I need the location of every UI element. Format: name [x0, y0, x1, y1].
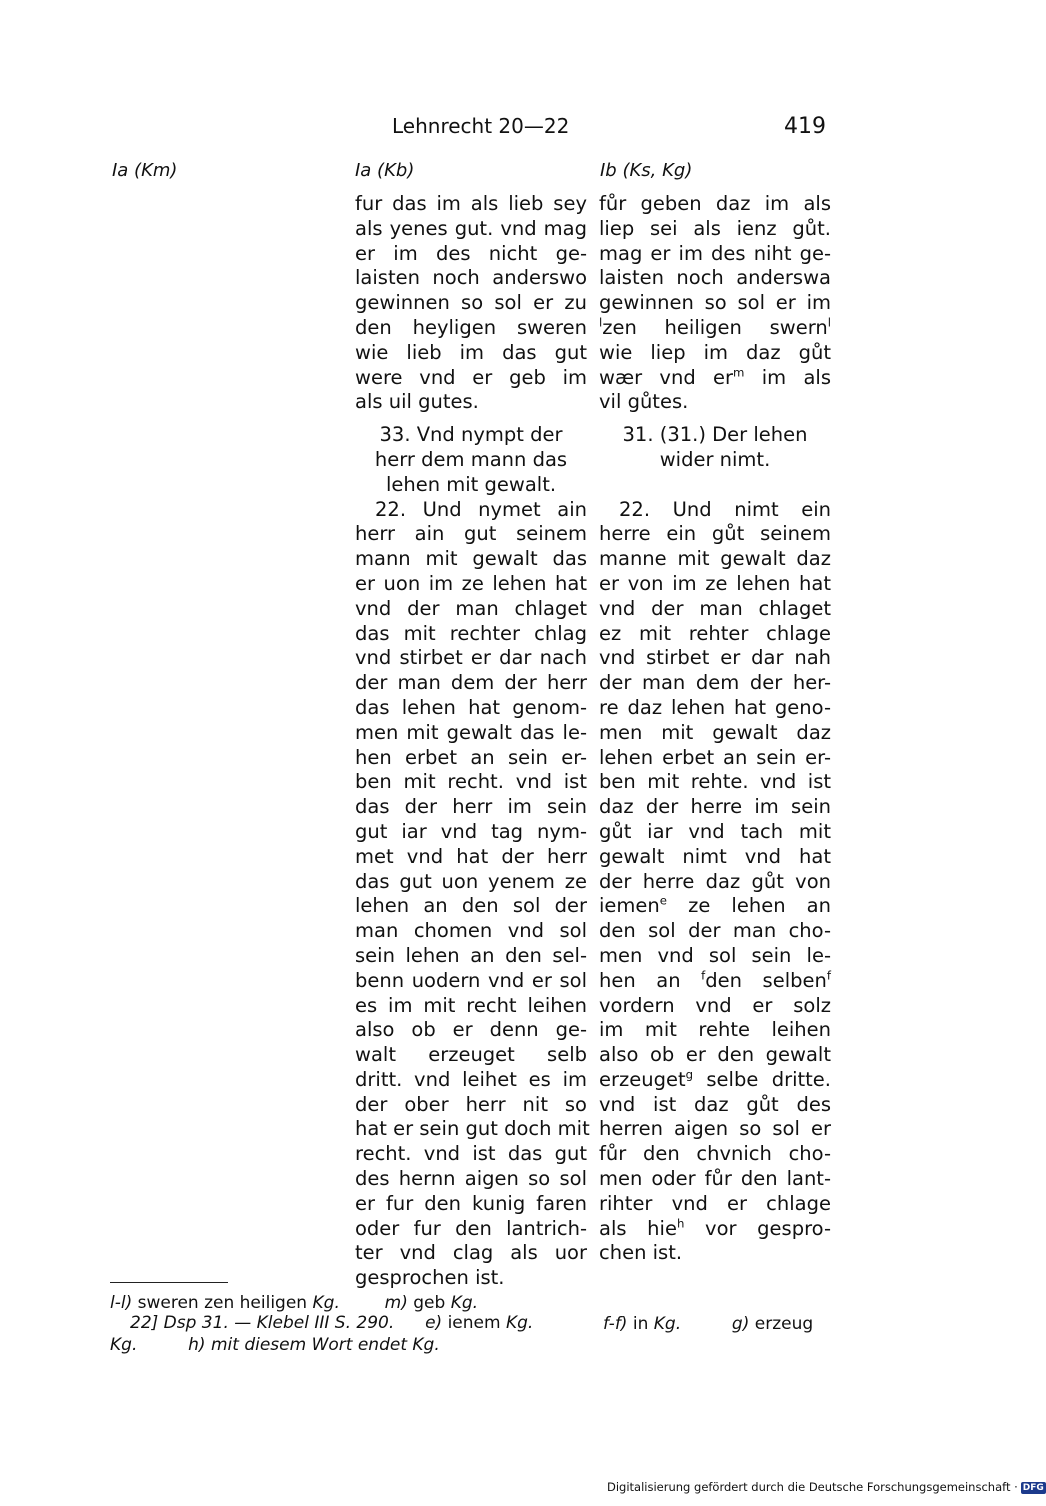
right-paragraph-2: 22. Und nimt ein herre ein gůt seinem manne mit gewalt daz er von im ze lehen hat vnd der man chlaget ez mit rehter chlage vnd stirbet er dar nah der man dem der her- re daz lehen hat geno- men mit gewalt daz lehen erbet an sein er- ben mit rehte. vnd ist daz der herre im sein gůt iar vnd tach mit gewalt nimt vnd hat der herre daz gůt von iemen$^e$ ze lehen an den sol der man cho- men vnd sol sein le- hen an $^f$den selben$^f$ vordern vnd er solz im mit rehte leihen also ob er den gewalt erzeuget$^g$ selbe dritte. vnd ist daz gůt des herren aigen so sol er fůr den chvnich cho- men oder fůr den lant- rihter vnd er chlage als hie$^h$ vor gespro- chen ist. [599, 497, 831, 1265]
footnote-rule [110, 1282, 228, 1283]
footnote-marker: m [733, 365, 745, 380]
column-heading-right: Ib (Ks, Kg) [600, 160, 693, 181]
column-heading-left: Ia (Km) [112, 160, 178, 181]
middle-paragraph-2: 22. Und nymet ain herr ain gut seinem mann mit gewalt das er uon im ze lehen hat vnd der man chlaget das mit rechter chlag vnd stirbet er dar nach der man dem der herr das lehen hat genom- men mit gewalt das le- hen erbet an sein er- ben mit recht. vnd ist das der herr im sein gut iar vnd tag nym- met vnd hat der herr das gut uon yenem ze lehen an den sol der man chomen vnd sol sein lehen an den sel- benn uodern vnd er sol es im mit recht leihen also ob er denn ge- walt erzeuget selb dritt. vnd leihet es im der ober herr nit so hat er sein gut doch mit recht. vnd ist das gut des hernn aigen so sol er fur den kunig faren oder fur den lantrich- ter vnd clag als uor gesprochen ist. [355, 497, 590, 1290]
footnote-marker: f [826, 968, 831, 983]
column-heading-middle: Ia (Kb) [355, 160, 415, 181]
middle-column-text [355, 192, 590, 1291]
middle-paragraph-1: fur das im als lieb sey als yenes gut. vnd mag er im des nicht ge- laisten noch anderswo gewinnen so sol er zu den heyligen sweren wie lieb im das gut were vnd er geb im als uil gutes. [355, 192, 587, 414]
page-number: 419 [784, 114, 826, 139]
footnote-line-2: 22] Dsp 31. — Klebel III S. 290. e) ienem Kg. [130, 1313, 534, 1333]
running-head: Lehnrecht 20—22 [392, 114, 570, 138]
digitization-credit: Digitalisierung gefördert durch die Deutsche Forschungsgemeinschaft · DFG [607, 1480, 1044, 1494]
footnote-marker: g [685, 1067, 694, 1082]
footnote-marker: f [701, 968, 706, 983]
footnote-marker: l [827, 315, 831, 330]
middle-section-heading: 33. Vnd nympt der herr dem mann das lehen mit gewalt. [374, 423, 568, 496]
right-column-text [599, 192, 831, 1266]
footnote-line-1: l-l) sweren zen heiligen Kg. m) geb Kg. [110, 1293, 479, 1313]
right-section-heading: 31. (31.) Der lehen wider nimt. [622, 423, 808, 471]
right-paragraph-1: fůr geben daz im als liep sei als ienz gůt. mag er im des niht ge- laisten noch anderswa gewinnen so sol er im $^l$zen heiligen swern$^l$ wie liep im daz gůt wær vnd $er^m$ im als vil gůtes. [599, 192, 831, 414]
footnote-marker: e [659, 893, 667, 908]
footnote-line-2-right: f-f) in Kg. g) erzeug [603, 1314, 814, 1334]
footnote-marker: l [599, 315, 603, 330]
dfg-logo: DFG [1022, 1482, 1044, 1493]
footnote-line-3: Kg. h) mit diesem Wort endet Kg. [110, 1335, 440, 1355]
footnote-marker: h [676, 1216, 685, 1231]
